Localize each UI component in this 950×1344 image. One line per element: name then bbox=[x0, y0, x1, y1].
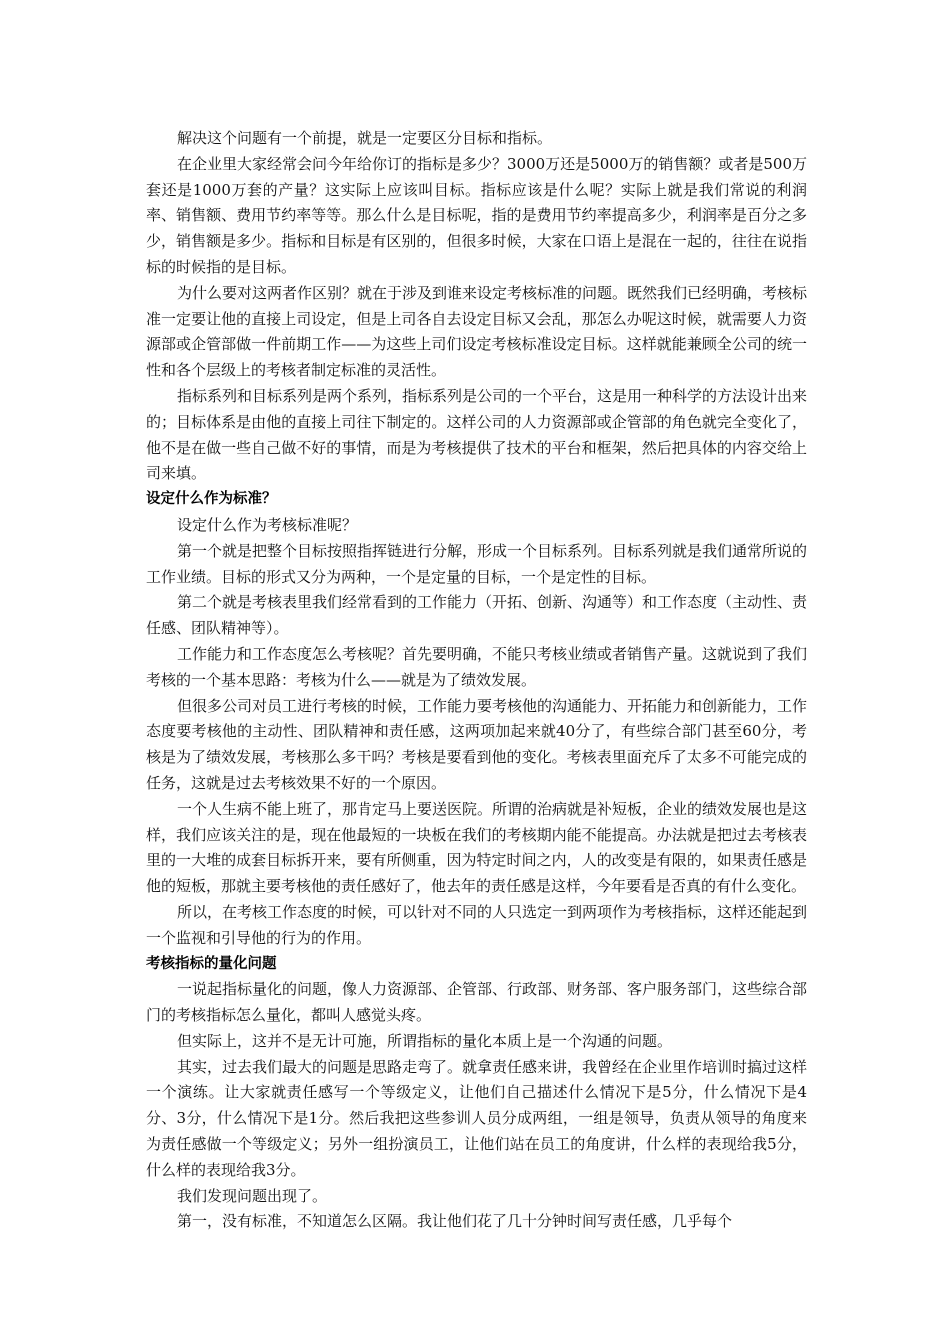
paragraph: 第一个就是把整个目标按照指挥链进行分解，形成一个目标系列。目标系列就是我们通常所说的工作业绩。目标的形式又分为两种，一个是定量的目标，一个是定性的目标。 bbox=[146, 541, 808, 586]
paragraph: 设定什么作为考核标准呢？ bbox=[177, 515, 358, 534]
paragraph: 一说起指标量化的问题，像人力资源部、企管部、行政部、财务部、客户服务部门，这些综合部门的考核指标怎么量化，都叫人感觉头疼。 bbox=[146, 980, 808, 1025]
paragraph: 一个人生病不能上班了，那肯定马上要送医院。所谓的治病就是补短板，企业的绩效发展也是这样，我们应该关注的是，现在他最短的一块板在我们的考核期内能不能提高。办法就是把过去考核表里的一大堆的成套目标拆开来，要有所侧重，因为特定时间之内，人的改变是有限的，如果责任感是他的短板，那就主要考核他的责任感好了，他去年的责任感是这样，今年要看是否真的有什么变化。 bbox=[146, 799, 808, 896]
paragraph: 第二个就是考核表里我们经常看到的工作能力（开拓、创新、沟通等）和工作态度（主动性、责任感、团队精神等）。 bbox=[146, 593, 808, 638]
paragraph: 解决这个问题有一个前提，就是一定要区分目标和指标。 bbox=[177, 129, 553, 147]
section-heading: 考核指标的量化问题 bbox=[146, 955, 277, 972]
paragraph: 工作能力和工作态度怎么考核呢？首先要明确，不能只考核业绩或者销售产量。这就说到了我们考核的一个基本思路：考核为什么——就是为了绩效发展。 bbox=[146, 644, 808, 689]
section-heading: 设定什么作为标准？ bbox=[146, 491, 277, 508]
document-page bbox=[146, 126, 807, 1235]
paragraph: 在企业里大家经常会问今年给你订的指标是多少？3000万还是5000万的销售额？或者是500万套还是1000万套的产量？这实际上应该叫目标。指标应该是什么呢？实际上就是我们常说的利润率、销售额、费用节约率等等。那么什么是目标呢，指的是费用节约率提高多少，利润率是百分之多少，销售额是多少。指标和目标是有区别的，但很多时候，大家在口语上是混在一起的，往往在说指标的时候指的是目标。 bbox=[146, 154, 807, 276]
paragraph: 但实际上，这并不是无计可施，所谓指标的量化本质上是一个沟通的问题。 bbox=[177, 1031, 673, 1050]
paragraph: 指标系列和目标系列是两个系列，指标系列是公司的一个平台，这是用一种科学的方法设计出来的；目标体系是由他的直接上司往下制定的。这样公司的人力资源部或企管部的角色就完全变化了，他不是在做一些自己做不好的事情，而是为考核提供了技术的平台和框架，然后把具体的内容交给上司来填。 bbox=[146, 386, 808, 483]
paragraph: 我们发现问题出现了。 bbox=[177, 1186, 328, 1205]
paragraph: 所以，在考核工作态度的时候，可以针对不同的人只选定一到两项作为考核指标，这样还能起到一个监视和引导他的行为的作用。 bbox=[146, 902, 808, 947]
paragraph: 为什么要对这两者作区别？就在于涉及到谁来设定考核标准的问题。既然我们已经明确，考核标准一定要让他的直接上司设定，但是上司各自去设定目标又会乱，那怎么办呢这时候，就需要人力资源部或企管部做一件前期工作——为这些上司们设定考核标准设定目标。这样就能兼顾全公司的统一性和各个层级上的考核者制定标准的灵活性。 bbox=[146, 283, 808, 380]
paragraph: 但很多公司对员工进行考核的时候，工作能力要考核他的沟通能力、开拓能力和创新能力，工作态度要考核他的主动性、团队精神和责任感，这两项加起来就40分了，有些综合部门甚至60分，考核是为了绩效发展，考核那么多干吗？考核是要看到他的变化。考核表里面充斥了太多不可能完成的任务，这就是过去考核效果不好的一个原因。 bbox=[146, 696, 808, 792]
paragraph: 其实，过去我们最大的问题是思路走弯了。就拿责任感来讲，我曾经在企业里作培训时搞过这样一个演练。让大家就责任感写一个等级定义，让他们自己描述什么情况下是5分，什么情况下是4分、3分，什么情况下是1分。然后我把这些参训人员分成两组，一组是领导，负责从领导的角度来为责任感做一个等级定义；另外一组扮演员工，让他们站在员工的角度讲，什么样的表现给我5分，什么样的表现给我3分。 bbox=[146, 1057, 808, 1179]
paragraph: 第一，没有标准，不知道怎么区隔。我让他们花了几十分钟时间写责任感，几乎每个 bbox=[177, 1212, 733, 1231]
